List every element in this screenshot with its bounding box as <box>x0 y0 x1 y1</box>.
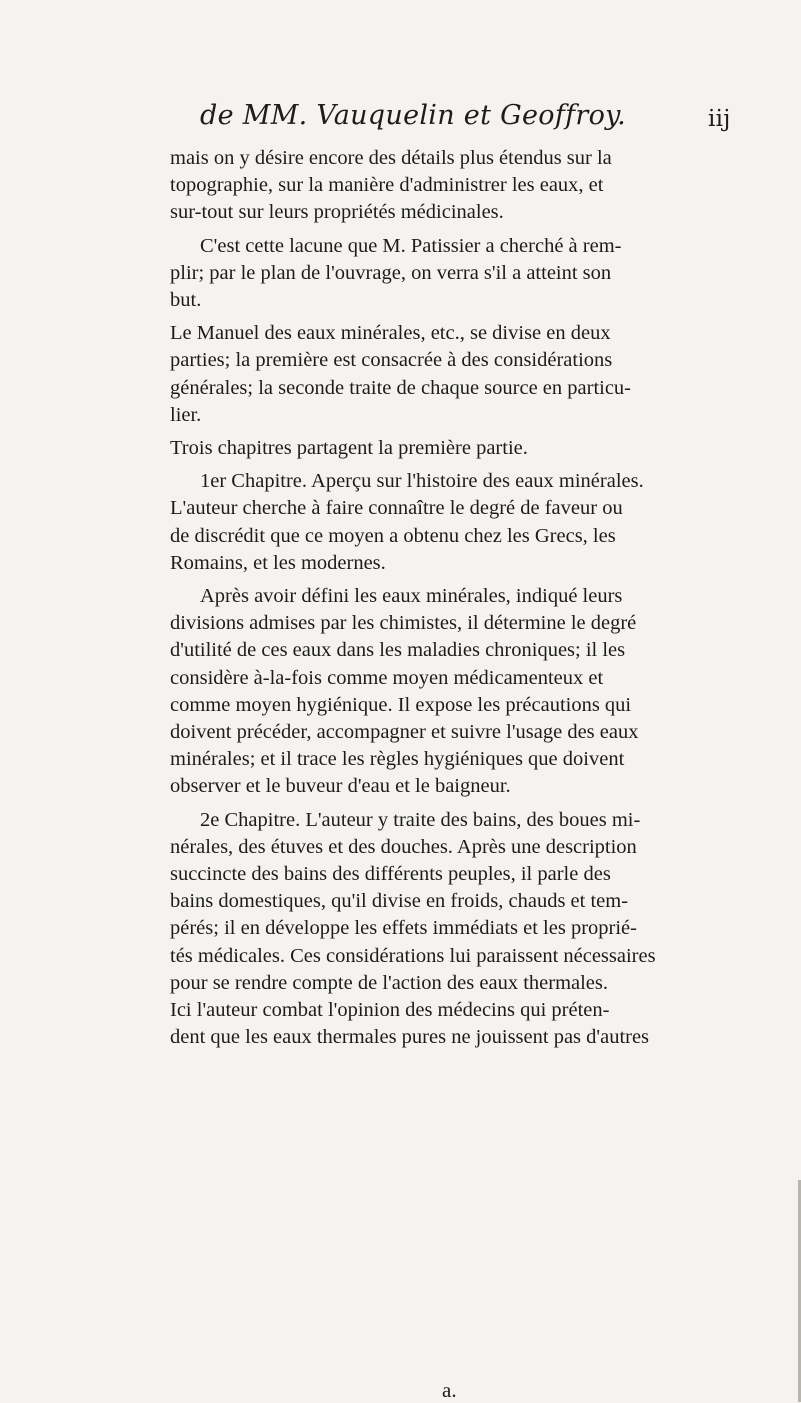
text-line: pour se rendre compte de l'action des eaux thermales. <box>170 971 609 994</box>
text-line: considère à-la-fois comme moyen médicamenteux et <box>170 666 604 689</box>
text-line: lier. <box>170 403 202 426</box>
paragraph <box>170 233 760 315</box>
paragraph <box>170 583 760 801</box>
paragraph <box>170 145 760 227</box>
text-line: parties; la première est consacrée à des considérations <box>170 349 613 372</box>
text-line: 1er Chapitre. Aperçu sur l'histoire des eaux minérales. <box>200 470 644 493</box>
text-line: Romains, et les modernes. <box>170 551 386 574</box>
text-line: but. <box>170 289 202 312</box>
text-line: observer et le buveur d'eau et le baigneur. <box>170 775 511 798</box>
text-line: Après avoir défini les eaux minérales, indiqué leurs <box>200 585 623 608</box>
body-text <box>170 145 760 1052</box>
paragraph <box>170 320 760 429</box>
text-line: pérés; il en développe les effets immédiats et les proprié- <box>170 917 637 940</box>
text-line: nérales, des étuves et des douches. Après une description <box>170 835 637 858</box>
text-line: mais on y désire encore des détails plus étendus sur la <box>170 147 612 169</box>
text-line: comme moyen hygiénique. Il expose les précautions qui <box>170 693 632 716</box>
running-title: de MM. Vauquelin et Geoffroy. <box>200 100 627 131</box>
text-line: L'auteur cherche à faire connaître le degré de faveur ou <box>170 497 623 520</box>
text-line: dent que les eaux thermales pures ne jouissent pas d'autres <box>170 1026 650 1049</box>
paragraph <box>170 807 760 1052</box>
text-line: plir; par le plan de l'ouvrage, on verra s'il a atteint son <box>170 261 612 284</box>
text-line: divisions admises par les chimistes, il détermine le degré <box>170 612 637 635</box>
text-line: d'utilité de ces eaux dans les maladies chroniques; il les <box>170 639 626 662</box>
text-line: topographie, sur la manière d'administrer les eaux, et <box>170 174 604 197</box>
text-line: bains domestiques, qu'il divise en froids, chauds et tem- <box>170 890 629 913</box>
text-line: Trois chapitres partagent la première partie. <box>170 437 528 460</box>
text-line: minérales; et il trace les règles hygiéniques que doivent <box>170 748 625 771</box>
signature-mark: a. <box>442 1378 457 1402</box>
text-line: Le Manuel des eaux minérales, etc., se divise en deux <box>170 322 611 345</box>
text-line: doivent précéder, accompagner et suivre l'usage des eaux <box>170 721 639 744</box>
text-line: tés médicales. Ces considérations lui paraissent nécessaires <box>170 944 656 967</box>
text-line: sur-tout sur leurs propriétés médicinales. <box>170 201 504 224</box>
text-line: de discrédit que ce moyen a obtenu chez les Grecs, les <box>170 524 616 547</box>
page-number: iij <box>708 106 731 132</box>
text-line: succincte des bains des différents peuples, il parle des <box>170 863 611 886</box>
text-line: 2e Chapitre. L'auteur y traite des bains, des boues mi- <box>200 808 641 831</box>
text-line: générales; la seconde traite de chaque source en particu- <box>170 376 632 399</box>
paragraph <box>170 435 760 462</box>
text-line: C'est cette lacune que M. Patissier a cherché à rem- <box>200 234 622 257</box>
paragraph <box>170 468 760 577</box>
text-line: Ici l'auteur combat l'opinion des médecins qui préten- <box>170 999 610 1022</box>
